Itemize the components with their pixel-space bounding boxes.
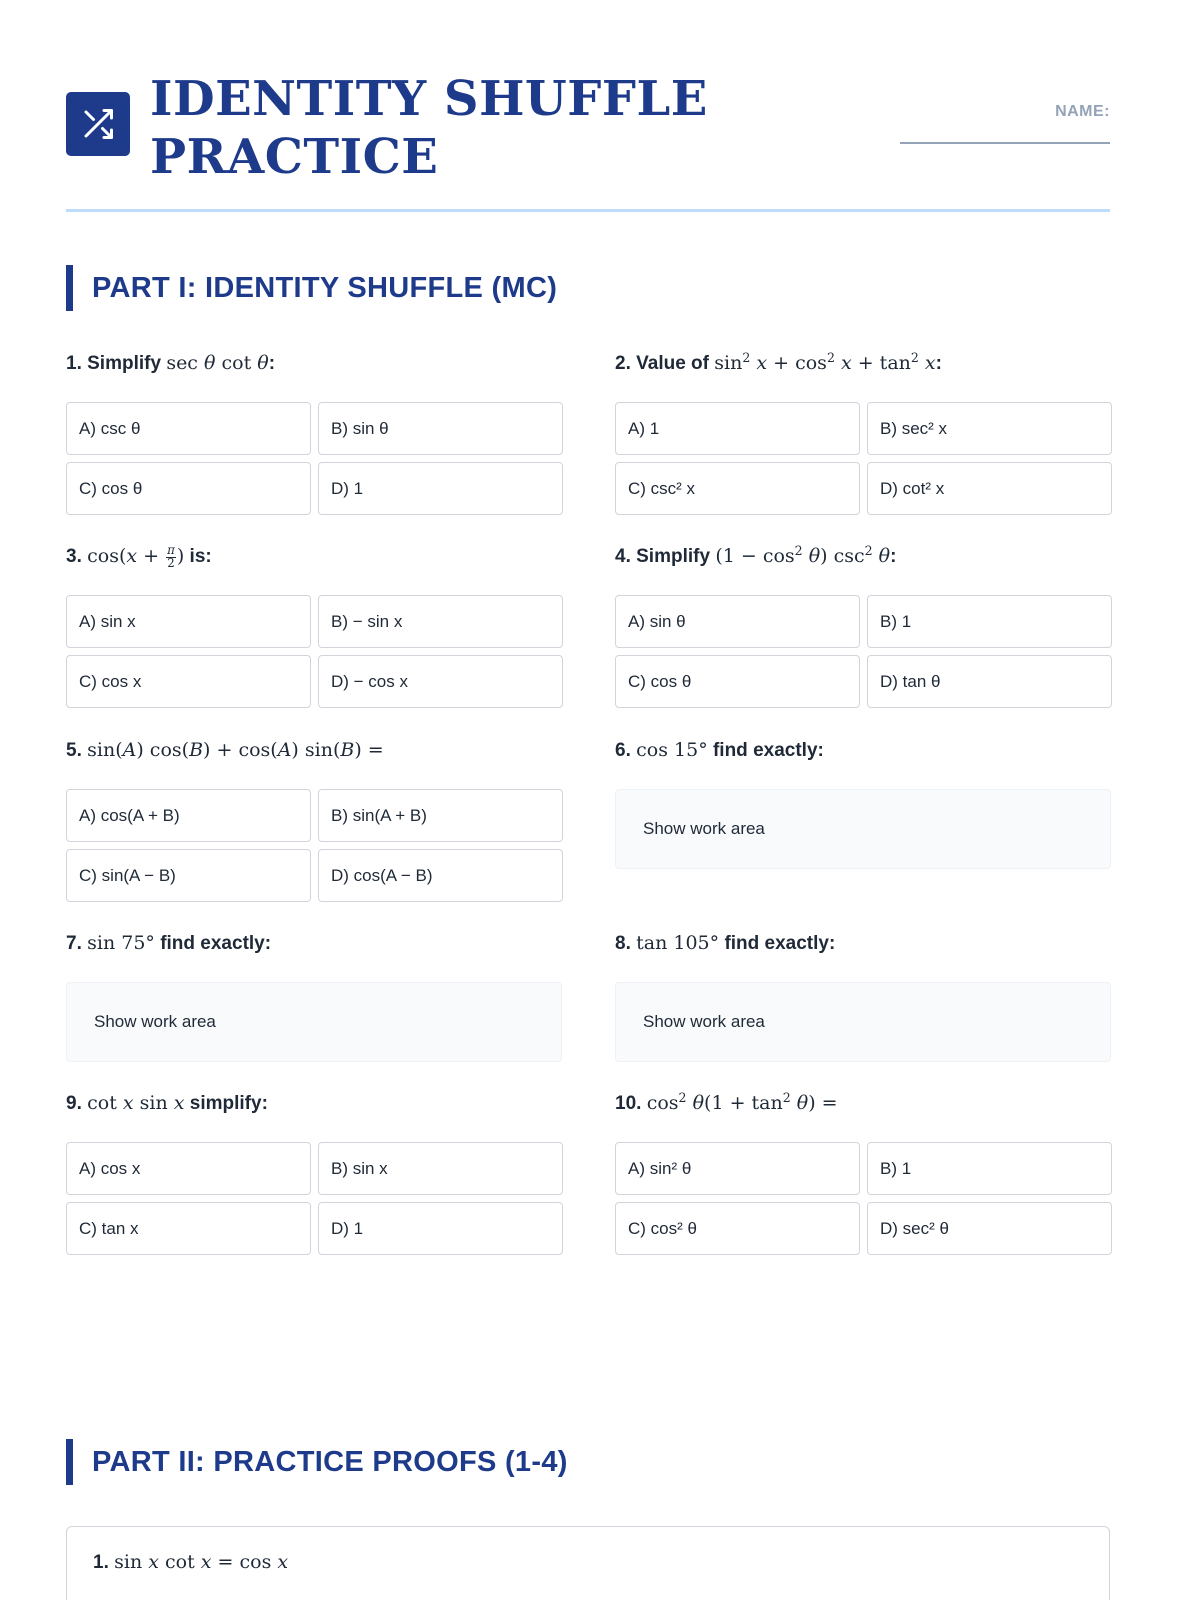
- question-2-prompt: 2. Value of $\sin^2 x + \cos^2 x + \tan^2 x$:: [615, 350, 942, 374]
- part-1-heading: PART I: IDENTITY SHUFFLE (MC): [66, 265, 557, 311]
- question-5: [66, 737, 562, 902]
- question-10: [615, 1090, 1111, 1255]
- question-5-option-c[interactable]: C) sin(A − B): [66, 849, 311, 902]
- page-title: IDENTITY SHUFFLE PRACTICE: [150, 71, 708, 185]
- question-2: [615, 350, 1111, 515]
- part-2-heading: PART II: PRACTICE PROOFS (1-4): [66, 1439, 568, 1485]
- question-2-option-c[interactable]: C) csc² x: [615, 462, 860, 515]
- question-7-work-area[interactable]: Show work area: [66, 982, 562, 1062]
- question-3-option-d[interactable]: D) − cos x: [318, 655, 563, 708]
- question-4-option-c[interactable]: C) cos θ: [615, 655, 860, 708]
- question-3-option-b[interactable]: B) − sin x: [318, 595, 563, 648]
- question-9-option-d[interactable]: D) 1: [318, 1202, 563, 1255]
- question-10-prompt: 10. $\cos^2 \theta(1 + \tan^2 \theta)$ =: [615, 1090, 838, 1114]
- question-2-option-a[interactable]: A) 1: [615, 402, 860, 455]
- header-divider: [66, 209, 1110, 212]
- question-1-option-c[interactable]: C) cos θ: [66, 462, 311, 515]
- question-9-option-c[interactable]: C) tan x: [66, 1202, 311, 1255]
- question-8: [615, 930, 1111, 1062]
- question-1-option-d[interactable]: D) 1: [318, 462, 563, 515]
- question-2-option-d[interactable]: D) cot² x: [867, 462, 1112, 515]
- question-1-option-a[interactable]: A) csc θ: [66, 402, 311, 455]
- question-1-prompt: 1. Simplify sec θ cot θ:: [66, 352, 276, 374]
- question-10-option-b[interactable]: B) 1: [867, 1142, 1112, 1195]
- question-3-option-c[interactable]: C) cos x: [66, 655, 311, 708]
- question-8-work-area[interactable]: Show work area: [615, 982, 1111, 1062]
- question-3-prompt: 3. cos(x + $\frac{\pi}{2}$ ) is:: [66, 542, 212, 570]
- question-4-option-d[interactable]: D) tan θ: [867, 655, 1112, 708]
- question-5-prompt: 5. sin(A) cos(B) + cos(A) sin(B) =: [66, 739, 384, 761]
- name-label: NAME:: [1055, 103, 1110, 120]
- question-1-option-b[interactable]: B) sin θ: [318, 402, 563, 455]
- proof-1-statement: 1. sin x cot x = cos x: [93, 1551, 289, 1573]
- question-10-option-a[interactable]: A) sin² θ: [615, 1142, 860, 1195]
- question-6-work-area[interactable]: Show work area: [615, 789, 1111, 869]
- question-7-prompt: 7. sin 75° find exactly:: [66, 932, 272, 954]
- question-5-option-b[interactable]: B) sin(A + B): [318, 789, 563, 842]
- question-10-option-d[interactable]: D) sec² θ: [867, 1202, 1112, 1255]
- question-5-option-d[interactable]: D) cos(A − B): [318, 849, 563, 902]
- question-5-option-a[interactable]: A) cos(A + B): [66, 789, 311, 842]
- name-field[interactable]: [900, 142, 1110, 144]
- question-4: [615, 543, 1111, 708]
- question-2-option-b[interactable]: B) sec² x: [867, 402, 1112, 455]
- question-6-prompt: 6. cos 15° find exactly:: [615, 739, 824, 761]
- question-4-option-b[interactable]: B) 1: [867, 595, 1112, 648]
- question-10-option-c[interactable]: C) cos² θ: [615, 1202, 860, 1255]
- question-3-option-a[interactable]: A) sin x: [66, 595, 311, 648]
- question-6: [615, 737, 1111, 869]
- question-9-option-a[interactable]: A) cos x: [66, 1142, 311, 1195]
- question-4-prompt: 4. Simplify $(1 - \cos^2 \theta)$ $\csc^2 \theta$:: [615, 543, 897, 567]
- question-3: [66, 543, 562, 708]
- question-9-option-b[interactable]: B) sin x: [318, 1142, 563, 1195]
- question-9: [66, 1090, 562, 1255]
- question-4-option-a[interactable]: A) sin θ: [615, 595, 860, 648]
- proof-1-box[interactable]: [66, 1526, 1110, 1600]
- question-7: [66, 930, 562, 1062]
- question-1: [66, 350, 562, 515]
- question-8-prompt: 8. tan 105° find exactly:: [615, 932, 836, 954]
- question-9-prompt: 9. cot x sin x simplify:: [66, 1092, 268, 1114]
- logo: [66, 92, 130, 156]
- worksheet-header: [66, 70, 1110, 185]
